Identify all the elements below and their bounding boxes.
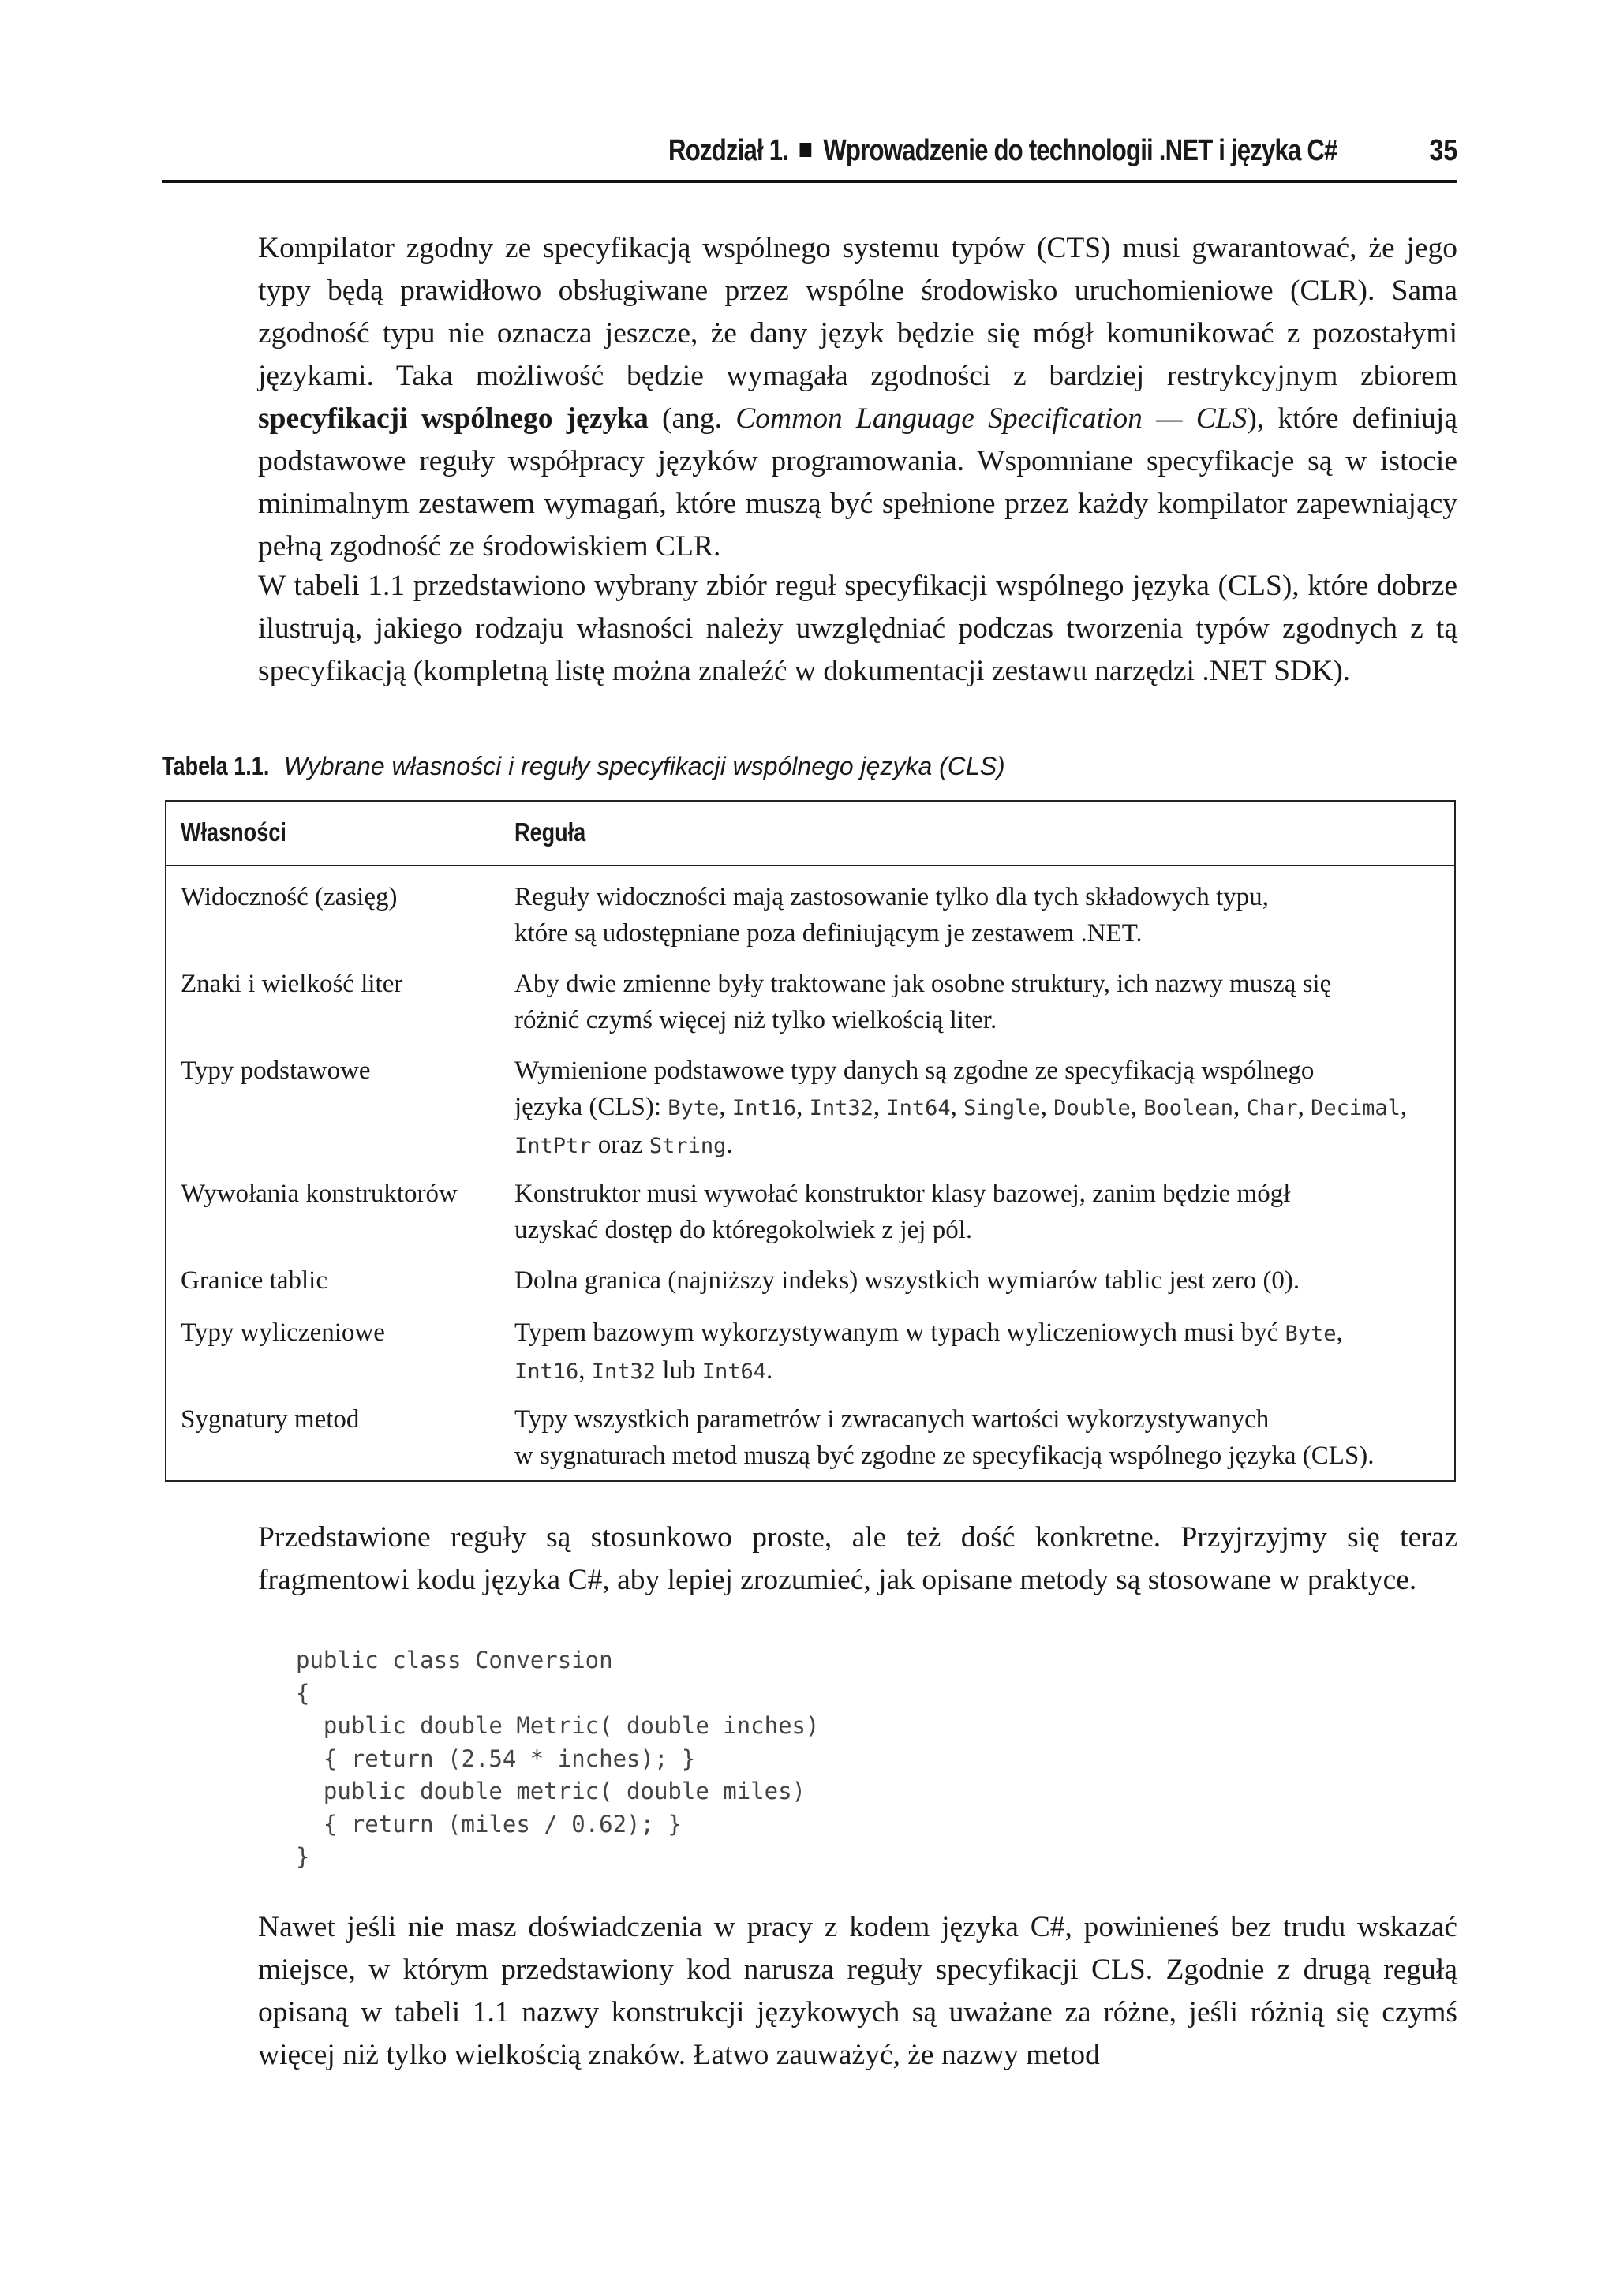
paragraph-cls-intro: Kompilator zgodny ze specyfikacją wspólnego systemu typów (CTS) musi gwarantować, że jego typy będą prawidłowo obsługiwane przez wspólne środowisko uruchomieniowe (CLR). Sama zgodność typu nie oznacza jeszcze, że dany język będzie się mógł komunikować z pozostałymi językami. Taka możliwość będzie wymagała zgodności z bardziej restrykcyjnym zbiorem specyfikacji wspólnego języka (ang. Common Language Specification — CLS), które definiują podstawowe reguły współpracy języków programowania. Wspomniane specyfikacje są w istocie minimalnym zestawem wymagań, które muszą być spełnione przez każdy kompilator zapewniający pełną zgodność ze środowiskiem CLR. bbox=[258, 232, 1457, 563]
table-cell-rule: Dolna granica (najniższy indeks) wszystkich wymiarów tablic jest zero (0). bbox=[514, 1266, 1300, 1295]
code-line: public double Metric( double inches) bbox=[296, 1712, 820, 1739]
code-line: public class Conversion bbox=[296, 1647, 613, 1673]
table-cell-rule: Reguły widoczności mają zastosowanie tylko dla tych składowych typu, które są udostępniane poza definiującym je zestawem .NET. bbox=[514, 883, 1269, 948]
page-number: 35 bbox=[1429, 134, 1457, 167]
code-line: { return (2.54 * inches); } bbox=[296, 1744, 696, 1772]
table-cell-property: Granice tablic bbox=[181, 1266, 327, 1295]
running-header bbox=[162, 133, 1457, 183]
code-listing bbox=[296, 1644, 819, 1874]
table-cell-property: Znaki i wielkość liter bbox=[181, 970, 403, 998]
code-line: public double metric( double miles) bbox=[296, 1778, 806, 1804]
cls-rules-table bbox=[165, 800, 1456, 1482]
paragraph-code-analysis: Nawet jeśli nie masz doświadczenia w pracy z kodem języka C#, powinieneś bez trudu wskazać miejsce, w którym przedstawiony kod narusza reguły specyfikacji CLS. Zgodnie z drugą regułą opisaną w tabeli 1.1 nazwy konstrukcji językowych są uważane za różne, jeśli różnią się czymś więcej niż tylko wielkością znaków. Łatwo zauważyć, że nazwy metod bbox=[258, 1911, 1457, 2071]
table-cell-rule: Typy wszystkich parametrów i zwracanych wartości wykorzystywanych w sygnaturach metod muszą być zgodne ze specyfikacją wspólnego języka (CLS). bbox=[514, 1405, 1375, 1470]
code-line: { bbox=[296, 1679, 310, 1707]
code-line: { return (miles / 0.62); } bbox=[296, 1810, 682, 1838]
table-cell-rule: Typem bazowym wykorzystywanym w typach wyliczeniowych musi być Byte, Int16, Int32 lub Int64. bbox=[514, 1318, 1343, 1385]
table-cell-property: Wywołania konstruktorów bbox=[181, 1180, 458, 1208]
code-line: } bbox=[296, 1843, 310, 1870]
header-chapter-title: Rozdział 1. Wprowadzenie do technologii .NET i języka C# bbox=[668, 134, 1337, 167]
paragraph-code-intro: Przedstawione reguły są stosunkowo proste, ale też dość konkretne. Przyjrzyjmy się teraz fragmentowi kodu języka C#, aby lepiej zrozumieć, jak opisane metody są stosowane w praktyce. bbox=[258, 1521, 1457, 1596]
table-cell-property: Sygnatury metod bbox=[181, 1405, 360, 1434]
table-cell-property: Widoczność (zasięg) bbox=[181, 883, 398, 911]
table-caption-text: Wybrane własności i reguły specyfikacji wspólnego języka (CLS) bbox=[283, 752, 1005, 780]
table-cell-property: Typy wyliczeniowe bbox=[181, 1318, 385, 1347]
column-header-rule: Reguła bbox=[514, 817, 586, 847]
table-cell-property: Typy podstawowe bbox=[181, 1056, 371, 1085]
table-caption bbox=[162, 751, 1005, 782]
italic-term: Common Language Specification — CLS bbox=[735, 402, 1248, 435]
paragraph-table-intro: W tabeli 1.1 przedstawiono wybrany zbiór reguł specyfikacji wspólnego języka (CLS), które dobrze ilustrują, jakiego rodzaju własności należy uwzględniać podczas tworzenia typów zgodnych z tą specyfikacją (kompletną listę można znaleźć w dokumentacji zestawu narzędzi .NET SDK). bbox=[258, 570, 1457, 687]
table-header-row bbox=[166, 802, 1454, 866]
square-bullet-icon bbox=[800, 143, 812, 157]
table-cell-rule: Aby dwie zmienne były traktowane jak osobne struktury, ich nazwy muszą się różnić czymś więcej niż tylko wielkością liter. bbox=[514, 970, 1332, 1034]
table-cell-rule: Konstruktor musi wywołać konstruktor klasy bazowej, zanim będzie mógł uzyskać dostęp do któregokolwiek z jej pól. bbox=[514, 1180, 1291, 1244]
table-cell-rule: Wymienione podstawowe typy danych są zgodne ze specyfikacją wspólnego języka (CLS): Byte, Int16, Int32, Int64, Single, Double, Boolean, Char, Decimal, IntPtr oraz String. bbox=[514, 1056, 1408, 1159]
column-header-properties: Własności bbox=[181, 817, 286, 847]
table-caption-label: Tabela 1.1. bbox=[162, 751, 270, 780]
bold-term: specyfikacji wspólnego języka bbox=[258, 402, 649, 435]
